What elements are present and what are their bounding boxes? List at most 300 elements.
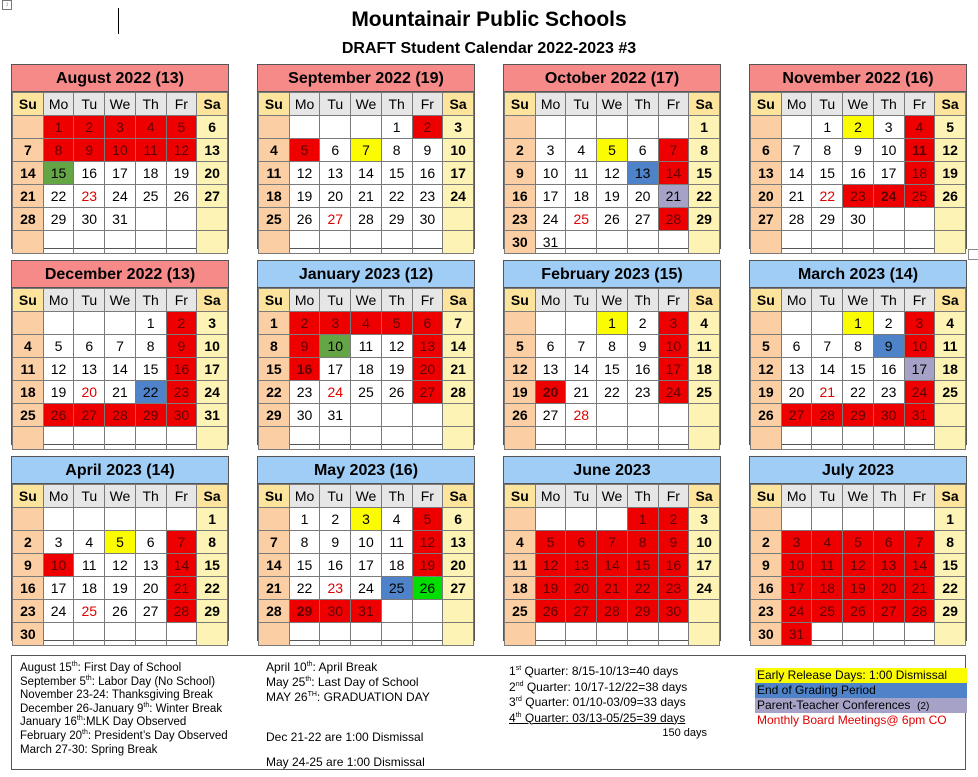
day-cell[interactable]: 6 [627,139,658,162]
day-cell[interactable]: 21 [259,577,290,600]
day-cell[interactable]: 8 [812,139,843,162]
day-cell[interactable]: 16 [320,554,351,577]
day-cell[interactable]: 1 [289,508,320,531]
day-cell[interactable]: 20 [535,381,566,404]
day-cell[interactable]: 4 [689,312,720,335]
day-cell[interactable]: 26 [751,404,782,427]
day-cell[interactable]: 6 [412,312,443,335]
day-cell[interactable]: 18 [689,358,720,381]
day-cell[interactable]: 31 [535,231,566,254]
day-cell[interactable]: 27 [751,208,782,231]
day-cell[interactable]: 29 [289,600,320,623]
day-cell[interactable]: 14 [566,358,597,381]
day-cell[interactable]: 25 [13,404,44,427]
day-cell[interactable]: 12 [505,358,536,381]
day-cell[interactable]: 23 [412,185,443,208]
day-cell[interactable]: 30 [289,404,320,427]
day-cell[interactable]: 7 [351,139,382,162]
day-cell[interactable]: 12 [381,335,412,358]
day-cell[interactable]: 13 [320,162,351,185]
day-cell[interactable]: 5 [535,531,566,554]
day-cell[interactable]: 16 [751,577,782,600]
day-cell[interactable]: 17 [658,358,689,381]
day-cell[interactable]: 2 [74,116,105,139]
day-cell[interactable]: 22 [135,381,166,404]
day-cell[interactable]: 18 [812,577,843,600]
day-cell[interactable]: 14 [658,162,689,185]
day-cell[interactable]: 18 [566,185,597,208]
day-cell[interactable]: 17 [689,554,720,577]
day-cell[interactable]: 3 [105,116,136,139]
day-cell[interactable]: 16 [74,162,105,185]
day-cell[interactable]: 17 [320,358,351,381]
day-cell[interactable]: 12 [289,162,320,185]
day-cell[interactable]: 8 [381,139,412,162]
day-cell[interactable]: 27 [412,381,443,404]
day-cell[interactable]: 29 [627,600,658,623]
day-cell[interactable]: 1 [197,508,228,531]
day-cell[interactable]: 11 [566,162,597,185]
day-cell[interactable]: 13 [781,358,812,381]
day-cell[interactable]: 18 [351,358,382,381]
day-cell[interactable]: 23 [627,381,658,404]
day-cell[interactable]: 29 [197,600,228,623]
day-cell[interactable]: 10 [105,139,136,162]
day-cell[interactable]: 11 [381,531,412,554]
day-cell[interactable]: 20 [135,577,166,600]
day-cell[interactable]: 10 [443,139,474,162]
day-cell[interactable]: 15 [135,358,166,381]
day-cell[interactable]: 29 [843,404,874,427]
day-cell[interactable]: 17 [197,358,228,381]
day-cell[interactable]: 28 [13,208,44,231]
day-cell[interactable]: 5 [105,531,136,554]
day-cell[interactable]: 21 [351,185,382,208]
day-cell[interactable]: 8 [627,531,658,554]
day-cell[interactable]: 29 [135,404,166,427]
day-cell[interactable]: 14 [781,162,812,185]
day-cell[interactable]: 31 [320,404,351,427]
day-cell[interactable]: 24 [43,600,74,623]
day-cell[interactable]: 16 [166,358,197,381]
day-cell[interactable]: 30 [13,623,44,646]
day-cell[interactable]: 28 [105,404,136,427]
day-cell[interactable]: 23 [289,381,320,404]
day-cell[interactable]: 12 [166,139,197,162]
day-cell[interactable]: 11 [904,139,935,162]
day-cell[interactable]: 17 [904,358,935,381]
day-cell[interactable]: 27 [566,600,597,623]
day-cell[interactable]: 13 [873,554,904,577]
day-cell[interactable]: 16 [505,185,536,208]
day-cell[interactable]: 22 [197,577,228,600]
day-cell[interactable]: 1 [935,508,966,531]
day-cell[interactable]: 5 [166,116,197,139]
day-cell[interactable]: 8 [259,335,290,358]
day-cell[interactable]: 8 [289,531,320,554]
day-cell[interactable]: 23 [74,185,105,208]
day-cell[interactable]: 21 [166,577,197,600]
day-cell[interactable]: 29 [935,600,966,623]
day-cell[interactable]: 18 [259,185,290,208]
day-cell[interactable]: 27 [443,577,474,600]
day-cell[interactable]: 9 [412,139,443,162]
day-cell[interactable]: 1 [135,312,166,335]
day-cell[interactable]: 27 [627,208,658,231]
day-cell[interactable]: 23 [166,381,197,404]
day-cell[interactable]: 9 [289,335,320,358]
day-cell[interactable]: 25 [505,600,536,623]
day-cell[interactable]: 7 [781,139,812,162]
day-cell[interactable]: 21 [105,381,136,404]
day-cell[interactable]: 24 [535,208,566,231]
day-cell[interactable]: 29 [259,404,290,427]
day-cell[interactable]: 21 [597,577,628,600]
day-cell[interactable]: 12 [751,358,782,381]
day-cell[interactable]: 3 [351,508,382,531]
day-cell[interactable]: 6 [197,116,228,139]
day-cell[interactable]: 14 [259,554,290,577]
day-cell[interactable]: 10 [873,139,904,162]
day-cell[interactable]: 19 [751,381,782,404]
day-cell[interactable]: 5 [381,312,412,335]
day-cell[interactable]: 18 [135,162,166,185]
day-cell[interactable]: 21 [566,381,597,404]
day-cell[interactable]: 26 [843,600,874,623]
day-cell[interactable]: 15 [627,554,658,577]
day-cell[interactable]: 16 [658,554,689,577]
day-cell[interactable]: 20 [412,358,443,381]
day-cell[interactable]: 29 [689,208,720,231]
day-cell[interactable]: 26 [105,600,136,623]
day-cell[interactable]: 31 [105,208,136,231]
day-cell[interactable]: 26 [43,404,74,427]
day-cell[interactable]: 24 [351,577,382,600]
day-cell[interactable]: 19 [166,162,197,185]
day-cell[interactable]: 20 [74,381,105,404]
day-cell[interactable]: 10 [781,554,812,577]
day-cell[interactable]: 19 [535,577,566,600]
day-cell[interactable]: 17 [351,554,382,577]
day-cell[interactable]: 22 [289,577,320,600]
day-cell[interactable]: 24 [658,381,689,404]
day-cell[interactable]: 1 [597,312,628,335]
day-cell[interactable]: 9 [13,554,44,577]
day-cell[interactable]: 27 [781,404,812,427]
day-cell[interactable]: 6 [320,139,351,162]
day-cell[interactable]: 10 [689,531,720,554]
day-cell[interactable]: 12 [843,554,874,577]
day-cell[interactable]: 24 [105,185,136,208]
day-cell[interactable]: 25 [74,600,105,623]
day-cell[interactable]: 10 [904,335,935,358]
day-cell[interactable]: 9 [751,554,782,577]
day-cell[interactable]: 24 [904,381,935,404]
day-cell[interactable]: 30 [320,600,351,623]
day-cell[interactable]: 28 [658,208,689,231]
day-cell[interactable]: 25 [904,185,935,208]
day-cell[interactable]: 16 [843,162,874,185]
day-cell[interactable]: 26 [412,577,443,600]
day-cell[interactable]: 18 [381,554,412,577]
day-cell[interactable]: 3 [443,116,474,139]
day-cell[interactable]: 2 [627,312,658,335]
day-cell[interactable]: 25 [935,381,966,404]
day-cell[interactable]: 6 [535,335,566,358]
day-cell[interactable]: 18 [904,162,935,185]
day-cell[interactable]: 22 [812,185,843,208]
day-cell[interactable]: 15 [259,358,290,381]
day-cell[interactable]: 31 [904,404,935,427]
day-cell[interactable]: 16 [412,162,443,185]
day-cell[interactable]: 11 [935,335,966,358]
day-cell[interactable]: 25 [351,381,382,404]
day-cell[interactable]: 3 [873,116,904,139]
day-cell[interactable]: 14 [105,358,136,381]
day-cell[interactable]: 24 [197,381,228,404]
day-cell[interactable]: 6 [751,139,782,162]
day-cell[interactable]: 20 [566,577,597,600]
day-cell[interactable]: 8 [135,335,166,358]
day-cell[interactable]: 20 [320,185,351,208]
day-cell[interactable]: 24 [320,381,351,404]
day-cell[interactable]: 11 [74,554,105,577]
day-cell[interactable]: 4 [135,116,166,139]
day-cell[interactable]: 2 [751,531,782,554]
day-cell[interactable]: 3 [904,312,935,335]
day-cell[interactable]: 19 [105,577,136,600]
day-cell[interactable]: 30 [166,404,197,427]
day-cell[interactable]: 9 [658,531,689,554]
day-cell[interactable]: 28 [259,600,290,623]
day-cell[interactable]: 27 [320,208,351,231]
day-cell[interactable]: 19 [505,381,536,404]
day-cell[interactable]: 15 [381,162,412,185]
day-cell[interactable]: 3 [320,312,351,335]
day-cell[interactable]: 13 [197,139,228,162]
day-cell[interactable]: 10 [197,335,228,358]
day-cell[interactable]: 17 [535,185,566,208]
day-cell[interactable]: 5 [843,531,874,554]
day-cell[interactable]: 17 [43,577,74,600]
day-cell[interactable]: 9 [627,335,658,358]
day-cell[interactable]: 17 [443,162,474,185]
day-cell[interactable]: 18 [74,577,105,600]
day-cell[interactable]: 28 [443,381,474,404]
day-cell[interactable]: 28 [812,404,843,427]
day-cell[interactable]: 7 [904,531,935,554]
day-cell[interactable]: 1 [259,312,290,335]
day-cell[interactable]: 25 [689,381,720,404]
day-cell[interactable]: 19 [381,358,412,381]
day-cell[interactable]: 11 [259,162,290,185]
day-cell[interactable]: 1 [381,116,412,139]
day-cell[interactable]: 11 [812,554,843,577]
day-cell[interactable]: 2 [289,312,320,335]
day-cell[interactable]: 30 [751,623,782,646]
day-cell[interactable]: 1 [812,116,843,139]
day-cell[interactable]: 5 [597,139,628,162]
day-cell[interactable]: 10 [535,162,566,185]
day-cell[interactable]: 10 [43,554,74,577]
day-cell[interactable]: 22 [259,381,290,404]
day-cell[interactable]: 23 [505,208,536,231]
day-cell[interactable]: 17 [873,162,904,185]
day-cell[interactable]: 7 [658,139,689,162]
day-cell[interactable]: 15 [689,162,720,185]
day-cell[interactable]: 28 [781,208,812,231]
day-cell[interactable]: 26 [166,185,197,208]
day-cell[interactable]: 7 [597,531,628,554]
day-cell[interactable]: 27 [873,600,904,623]
day-cell[interactable]: 4 [74,531,105,554]
day-cell[interactable]: 6 [566,531,597,554]
day-cell[interactable]: 11 [13,358,44,381]
day-cell[interactable]: 5 [751,335,782,358]
day-cell[interactable]: 4 [381,508,412,531]
day-cell[interactable]: 21 [13,185,44,208]
day-cell[interactable]: 18 [13,381,44,404]
day-cell[interactable]: 11 [351,335,382,358]
day-cell[interactable]: 14 [597,554,628,577]
day-cell[interactable]: 21 [904,577,935,600]
day-cell[interactable]: 13 [535,358,566,381]
day-cell[interactable]: 31 [351,600,382,623]
day-cell[interactable]: 13 [412,335,443,358]
day-cell[interactable]: 19 [597,185,628,208]
day-cell[interactable]: 13 [627,162,658,185]
day-cell[interactable]: 10 [658,335,689,358]
day-cell[interactable]: 13 [566,554,597,577]
day-cell[interactable]: 26 [289,208,320,231]
day-cell[interactable]: 28 [351,208,382,231]
day-cell[interactable]: 4 [259,139,290,162]
day-cell[interactable]: 11 [135,139,166,162]
day-cell[interactable]: 22 [935,577,966,600]
day-cell[interactable]: 3 [781,531,812,554]
day-cell[interactable]: 22 [597,381,628,404]
day-cell[interactable]: 5 [505,335,536,358]
day-cell[interactable]: 15 [812,162,843,185]
day-cell[interactable]: 1 [627,508,658,531]
day-cell[interactable]: 1 [43,116,74,139]
day-cell[interactable]: 23 [843,185,874,208]
day-cell[interactable]: 15 [935,554,966,577]
day-cell[interactable]: 25 [135,185,166,208]
day-cell[interactable]: 3 [658,312,689,335]
day-cell[interactable]: 21 [658,185,689,208]
day-cell[interactable]: 30 [74,208,105,231]
day-cell[interactable]: 7 [105,335,136,358]
day-cell[interactable]: 8 [597,335,628,358]
day-cell[interactable]: 2 [320,508,351,531]
day-cell[interactable]: 19 [935,162,966,185]
day-cell[interactable]: 2 [166,312,197,335]
day-cell[interactable]: 7 [13,139,44,162]
day-cell[interactable]: 7 [566,335,597,358]
day-cell[interactable]: 28 [904,600,935,623]
day-cell[interactable]: 15 [289,554,320,577]
day-cell[interactable]: 19 [43,381,74,404]
day-cell[interactable]: 17 [781,577,812,600]
day-cell[interactable]: 16 [13,577,44,600]
day-cell[interactable]: 14 [166,554,197,577]
table-resize-handle[interactable] [968,249,978,260]
day-cell[interactable]: 16 [627,358,658,381]
day-cell[interactable]: 21 [443,358,474,381]
day-cell[interactable]: 12 [43,358,74,381]
day-cell[interactable]: 2 [658,508,689,531]
day-cell[interactable]: 20 [751,185,782,208]
day-cell[interactable]: 20 [873,577,904,600]
day-cell[interactable]: 4 [566,139,597,162]
day-cell[interactable]: 8 [843,335,874,358]
day-cell[interactable]: 23 [751,600,782,623]
day-cell[interactable]: 14 [812,358,843,381]
day-cell[interactable]: 5 [43,335,74,358]
day-cell[interactable]: 29 [381,208,412,231]
day-cell[interactable]: 7 [259,531,290,554]
day-cell[interactable]: 25 [381,577,412,600]
day-cell[interactable]: 12 [597,162,628,185]
day-cell[interactable]: 31 [197,404,228,427]
day-cell[interactable]: 22 [689,185,720,208]
day-cell[interactable]: 6 [74,335,105,358]
day-cell[interactable]: 8 [197,531,228,554]
day-cell[interactable]: 9 [843,139,874,162]
day-cell[interactable]: 4 [812,531,843,554]
day-cell[interactable]: 26 [935,185,966,208]
day-cell[interactable]: 24 [443,185,474,208]
day-cell[interactable]: 1 [689,116,720,139]
day-cell[interactable]: 29 [43,208,74,231]
day-cell[interactable]: 18 [935,358,966,381]
day-cell[interactable]: 20 [443,554,474,577]
day-cell[interactable]: 3 [689,508,720,531]
day-cell[interactable]: 6 [781,335,812,358]
day-cell[interactable]: 2 [843,116,874,139]
day-cell[interactable]: 6 [135,531,166,554]
day-cell[interactable]: 27 [535,404,566,427]
day-cell[interactable]: 3 [43,531,74,554]
day-cell[interactable]: 16 [289,358,320,381]
day-cell[interactable]: 11 [689,335,720,358]
day-cell[interactable]: 13 [443,531,474,554]
day-cell[interactable]: 30 [873,404,904,427]
day-cell[interactable]: 2 [873,312,904,335]
day-cell[interactable]: 29 [812,208,843,231]
day-cell[interactable]: 24 [689,577,720,600]
day-cell[interactable]: 19 [289,185,320,208]
day-cell[interactable]: 31 [781,623,812,646]
day-cell[interactable]: 17 [105,162,136,185]
day-cell[interactable]: 28 [597,600,628,623]
day-cell[interactable]: 2 [505,139,536,162]
day-cell[interactable]: 14 [443,335,474,358]
day-cell[interactable]: 20 [197,162,228,185]
day-cell[interactable]: 30 [843,208,874,231]
day-cell[interactable]: 7 [443,312,474,335]
day-cell[interactable]: 30 [658,600,689,623]
day-cell[interactable]: 23 [320,577,351,600]
day-cell[interactable]: 11 [505,554,536,577]
day-cell[interactable]: 7 [166,531,197,554]
day-cell[interactable]: 10 [320,335,351,358]
day-cell[interactable]: 14 [904,554,935,577]
day-cell[interactable]: 5 [935,116,966,139]
day-cell[interactable]: 22 [381,185,412,208]
day-cell[interactable]: 22 [43,185,74,208]
